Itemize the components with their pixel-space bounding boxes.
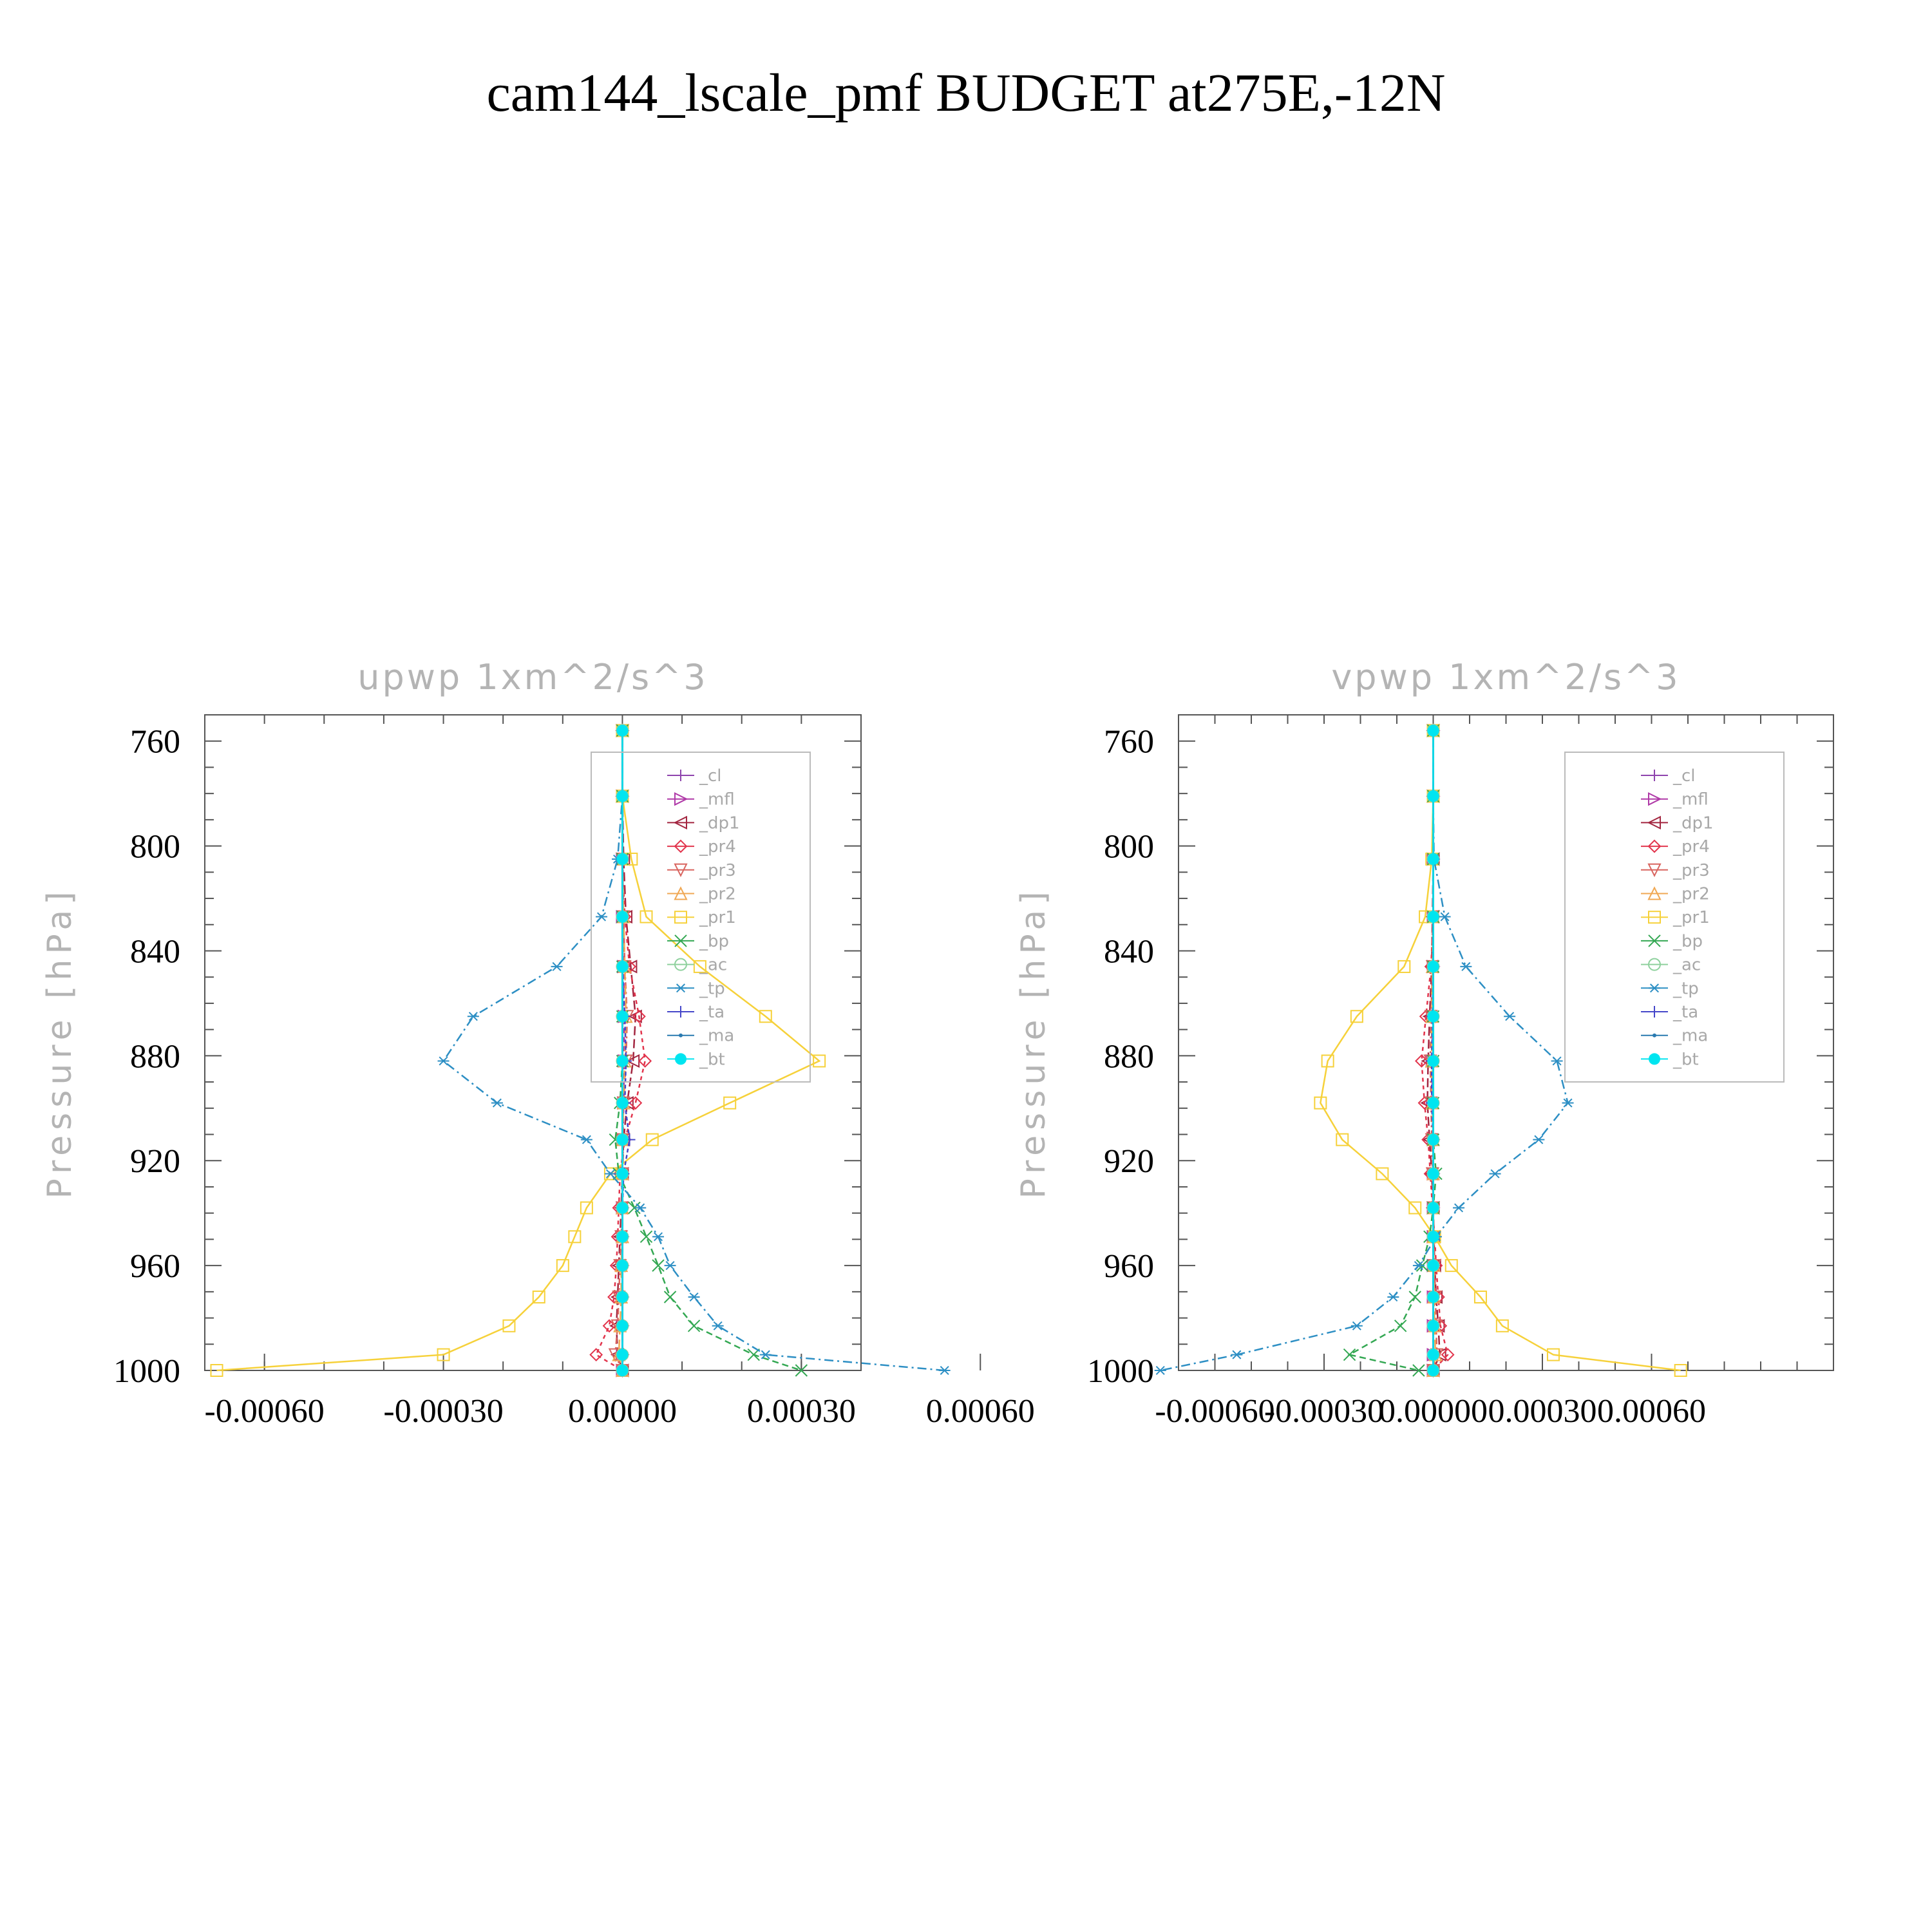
data-point bbox=[1460, 963, 1472, 971]
legend-label: _ta bbox=[1673, 1003, 1699, 1022]
legend-item bbox=[1641, 1027, 1708, 1046]
legend-label: _cl bbox=[1673, 766, 1696, 786]
legend-label: _pr2 bbox=[699, 884, 736, 904]
data-point bbox=[1428, 1168, 1439, 1180]
y-tick-label: 760 bbox=[130, 723, 180, 761]
data-point bbox=[616, 1231, 628, 1242]
data-point bbox=[1428, 911, 1439, 923]
y-tick-label: 960 bbox=[130, 1248, 180, 1285]
legend-item bbox=[1641, 1003, 1698, 1022]
data-point bbox=[591, 1349, 602, 1361]
x-tick-label: 0.00060 bbox=[1597, 1393, 1706, 1430]
figure-title: cam144_lscale_pmf BUDGET at275E,-12N bbox=[486, 63, 1446, 123]
y-axis-label: Pressure [hPa] bbox=[41, 886, 79, 1199]
data-point bbox=[1387, 1293, 1399, 1302]
data-point bbox=[665, 1262, 676, 1270]
series-pr3 bbox=[609, 724, 633, 1376]
data-point bbox=[665, 1291, 676, 1303]
legend-item bbox=[667, 979, 725, 998]
legend-item bbox=[667, 1003, 724, 1022]
data-point bbox=[1428, 1231, 1439, 1242]
data-point bbox=[641, 1231, 652, 1242]
legend-item bbox=[667, 861, 736, 880]
data-point bbox=[1428, 853, 1439, 865]
series-line bbox=[1160, 730, 1568, 1370]
data-point bbox=[596, 913, 607, 921]
legend-swatch-marker bbox=[1653, 1034, 1656, 1037]
plot-frame bbox=[1179, 715, 1833, 1370]
legend-swatch-marker bbox=[679, 1034, 683, 1037]
legend-label: _bt bbox=[699, 1050, 725, 1070]
legend-swatch-marker bbox=[1649, 770, 1660, 781]
data-point bbox=[616, 1168, 628, 1180]
data-point bbox=[581, 1135, 592, 1144]
data-point bbox=[616, 790, 628, 802]
data-point bbox=[1409, 1291, 1421, 1303]
y-tick-label: 760 bbox=[1104, 723, 1154, 761]
x-tick-label: -0.00030 bbox=[1264, 1393, 1385, 1430]
data-point bbox=[616, 1134, 628, 1146]
data-point bbox=[616, 724, 628, 736]
y-tick-label: 1000 bbox=[1087, 1353, 1154, 1390]
legend-item bbox=[667, 837, 736, 857]
legend-item bbox=[1641, 908, 1710, 927]
legend-label: _dp1 bbox=[1673, 813, 1714, 833]
legend-label: _ma bbox=[699, 1026, 735, 1046]
legend-swatch-marker bbox=[675, 984, 687, 992]
legend-item bbox=[667, 813, 740, 833]
series-line bbox=[444, 730, 945, 1370]
legend-item bbox=[1641, 932, 1703, 951]
legend-label: _cl bbox=[699, 766, 722, 786]
data-point bbox=[1428, 961, 1439, 972]
y-tick-label: 800 bbox=[1104, 828, 1154, 866]
series-tp bbox=[438, 726, 951, 1374]
data-point bbox=[1428, 1349, 1439, 1361]
series-pr1 bbox=[1314, 724, 1686, 1376]
legend bbox=[1565, 752, 1784, 1082]
legend-item bbox=[1641, 813, 1714, 833]
data-point bbox=[1428, 1134, 1439, 1146]
y-tick-label: 920 bbox=[130, 1143, 180, 1180]
x-tick-label: -0.00060 bbox=[204, 1393, 325, 1430]
chart-panel-vpwp bbox=[1014, 657, 1833, 1430]
panel-title: upwp 1xm^2/s^3 bbox=[357, 657, 708, 697]
data-point bbox=[1428, 1010, 1439, 1022]
y-axis-label: Pressure [hPa] bbox=[1014, 886, 1053, 1199]
data-point bbox=[1344, 1349, 1356, 1361]
data-point bbox=[1428, 1260, 1439, 1271]
legend-item bbox=[1641, 861, 1710, 880]
legend-label: _dp1 bbox=[699, 813, 740, 833]
legend-item bbox=[667, 790, 735, 810]
data-point bbox=[1428, 1320, 1439, 1332]
series-tp bbox=[1155, 726, 1574, 1374]
data-point bbox=[1439, 913, 1451, 921]
legend-label: _bp bbox=[699, 931, 730, 951]
data-point bbox=[616, 1260, 628, 1271]
chart-panel-upwp bbox=[41, 657, 1035, 1430]
y-tick-label: 920 bbox=[1104, 1143, 1154, 1180]
series-pr4 bbox=[591, 724, 651, 1376]
data-point bbox=[616, 961, 628, 972]
legend-item bbox=[667, 766, 722, 786]
data-point bbox=[1428, 1291, 1439, 1303]
data-point bbox=[1231, 1350, 1242, 1359]
data-point bbox=[616, 1097, 628, 1109]
data-point bbox=[1428, 790, 1439, 802]
data-point bbox=[616, 1320, 628, 1332]
legend-label: _pr3 bbox=[1673, 860, 1710, 880]
legend-label: _pr1 bbox=[699, 908, 736, 928]
panel-title: vpwp 1xm^2/s^3 bbox=[1331, 657, 1681, 697]
data-point bbox=[616, 1010, 628, 1022]
legend-label: _pr4 bbox=[699, 837, 736, 857]
legend-item bbox=[667, 1050, 725, 1069]
y-tick-label: 840 bbox=[130, 933, 180, 971]
data-point bbox=[616, 853, 628, 865]
legend-label: _ta bbox=[699, 1003, 725, 1022]
legend-swatch-marker bbox=[1649, 1053, 1660, 1065]
legend-item bbox=[1641, 766, 1696, 786]
legend-item bbox=[1641, 790, 1709, 810]
legend-item bbox=[667, 932, 729, 951]
y-tick-label: 800 bbox=[130, 828, 180, 866]
legend-label: _ac bbox=[699, 955, 728, 975]
data-point bbox=[652, 1260, 664, 1271]
data-point bbox=[1428, 1202, 1439, 1214]
legend-item bbox=[1641, 1050, 1699, 1069]
series-bp bbox=[1344, 724, 1442, 1376]
legend-swatch-marker bbox=[1649, 984, 1660, 992]
series-line bbox=[1320, 730, 1680, 1370]
legend-label: _ma bbox=[1673, 1026, 1709, 1046]
data-point bbox=[616, 1056, 628, 1067]
plot-frame bbox=[205, 715, 861, 1370]
legend-label: _pr4 bbox=[1673, 837, 1710, 857]
data-point bbox=[688, 1320, 700, 1332]
legend-item bbox=[667, 885, 736, 904]
data-point bbox=[616, 1202, 628, 1214]
data-point bbox=[1351, 1321, 1363, 1330]
legend-label: _pr1 bbox=[1673, 908, 1710, 928]
legend-item bbox=[667, 1027, 734, 1046]
legend-item bbox=[1641, 885, 1710, 904]
legend-item bbox=[1641, 837, 1710, 857]
legend-label: _bt bbox=[1673, 1050, 1699, 1070]
data-point bbox=[551, 963, 563, 971]
data-point bbox=[652, 1233, 664, 1241]
x-tick-label: -0.00060 bbox=[1155, 1393, 1275, 1430]
data-point bbox=[616, 1349, 628, 1361]
y-tick-label: 840 bbox=[1104, 933, 1154, 971]
x-tick-label: -0.00030 bbox=[383, 1393, 504, 1430]
data-point bbox=[1428, 724, 1439, 736]
data-point bbox=[760, 1350, 772, 1359]
legend-label: _pr3 bbox=[699, 860, 736, 880]
y-tick-label: 960 bbox=[1104, 1248, 1154, 1285]
x-tick-label: 0.00030 bbox=[1488, 1393, 1597, 1430]
legend-label: _tp bbox=[1673, 979, 1699, 999]
data-point bbox=[1428, 1056, 1439, 1067]
y-tick-label: 1000 bbox=[113, 1353, 180, 1390]
legend-swatch-marker bbox=[675, 770, 687, 781]
x-tick-label: 0.00060 bbox=[925, 1393, 1035, 1430]
legend-item bbox=[667, 908, 736, 927]
legend-label: _mfl bbox=[699, 790, 735, 810]
legend-label: _bp bbox=[1673, 931, 1703, 951]
data-point bbox=[616, 1365, 628, 1376]
data-point bbox=[688, 1293, 700, 1302]
legend-swatch-marker bbox=[1649, 1006, 1660, 1018]
legend-label: _ac bbox=[1673, 955, 1701, 975]
legend-item bbox=[1641, 979, 1699, 998]
y-tick-label: 880 bbox=[1104, 1038, 1154, 1075]
x-tick-label: 0.00000 bbox=[567, 1393, 677, 1430]
data-point bbox=[1155, 1367, 1166, 1375]
data-point bbox=[616, 911, 628, 923]
legend-label: _pr2 bbox=[1673, 884, 1710, 904]
data-point bbox=[1428, 1365, 1439, 1376]
y-tick-label: 880 bbox=[130, 1038, 180, 1075]
legend-swatch-marker bbox=[675, 1006, 687, 1018]
data-point bbox=[468, 1012, 479, 1021]
data-point bbox=[630, 1097, 641, 1109]
legend-swatch-marker bbox=[675, 1053, 687, 1065]
legend-label: _tp bbox=[699, 979, 725, 999]
x-tick-label: 0.00030 bbox=[746, 1393, 856, 1430]
data-point bbox=[1428, 1097, 1439, 1109]
legend-label: _mfl bbox=[1673, 790, 1709, 810]
data-point bbox=[1395, 1320, 1406, 1332]
legend-item bbox=[1641, 956, 1701, 975]
data-point bbox=[939, 1367, 951, 1375]
x-tick-label: 0.00000 bbox=[1379, 1393, 1488, 1430]
data-point bbox=[616, 1291, 628, 1303]
